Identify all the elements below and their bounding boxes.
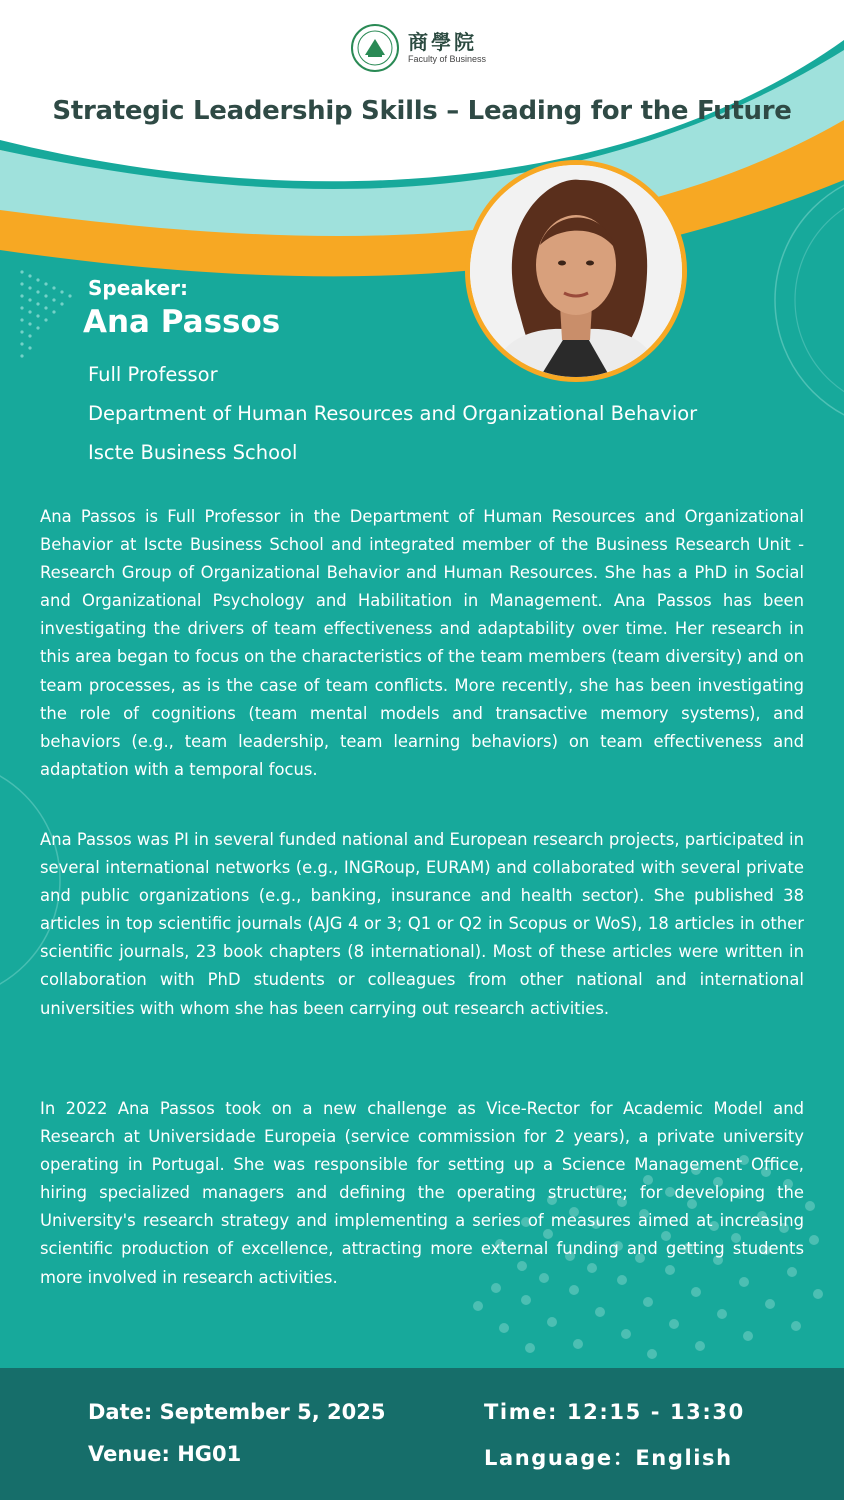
speaker-department: Department of Human Resources and Organizational Behavior <box>88 402 698 425</box>
event-time: Time: 12:15 - 13:30 <box>484 1400 745 1424</box>
bio-paragraph-1: Ana Passos is Full Professor in the Department of Human Resources and Organizational Behavior at Iscte Business School and integrated member of the Business Research Unit - Research Group of Organizational Behavior and Human Resources. She has a PhD in Social and Organizational Psychology and Habilitation in Management. Ana Passos has been investigating the drivers of team effectiveness and adaptability over time. Her research in this area began to focus on the characteristics of the team members (team diversity) and on team processes, as is the case of team conflicts. More recently, she has been investigating the role of cognitions (team mental models and transactive memory systems), and behaviors (e.g., team leadership, team learning behaviors) on team effectiveness and adaptation with a temporal focus. <box>40 507 804 779</box>
university-seal-icon <box>350 23 400 73</box>
logo-english-text: Faculty of Business <box>408 54 487 64</box>
event-info-footer <box>0 1368 844 1500</box>
speaker-photo <box>465 160 687 382</box>
event-venue: Venue: HG01 <box>88 1442 242 1466</box>
logo-chinese-text: 商學院 <box>408 30 477 54</box>
event-date: Date: September 5, 2025 <box>88 1400 386 1424</box>
speaker-school: Iscte Business School <box>88 441 298 464</box>
speaker-label: Speaker: <box>88 276 188 300</box>
event-language: Language：English <box>484 1446 733 1470</box>
page-title: Strategic Leadership Skills – Leading for the Future <box>52 96 792 126</box>
bio-paragraph-2: Ana Passos was PI in several funded national and European research projects, participated in several international networks (e.g., INGRoup, EURAM) and collaborated with several private and public organizations (e.g., banking, insurance and health sector). She published 38 articles in top scientific journals (AJG 4 or 3; Q1 or Q2 in Scopus or WoS), 18 articles in other scientific journals, 23 book chapters (8 international). Most of these articles were written in collaboration with PhD students or colleagues from other national and international universities with whom she has been carrying out research activities. <box>40 830 804 1018</box>
speaker-position: Full Professor <box>88 363 218 386</box>
bio-paragraph-3: In 2022 Ana Passos took on a new challenge as Vice-Rector for Academic Model and Research at Universidade Europeia (service commission for 2 years), a private university operating in Portugal. She was responsible for setting up a Science Management Office, hiring specialized managers and defining the operating structure; for developing the University's research strategy and implementing a series of measures aimed at increasing scientific production of excellence, attracting more external funding and getting students more involved in research activities. <box>40 1099 804 1287</box>
faculty-logo <box>350 20 486 76</box>
speaker-name: Ana Passos <box>83 304 281 340</box>
speaker-portrait-icon <box>470 165 682 377</box>
